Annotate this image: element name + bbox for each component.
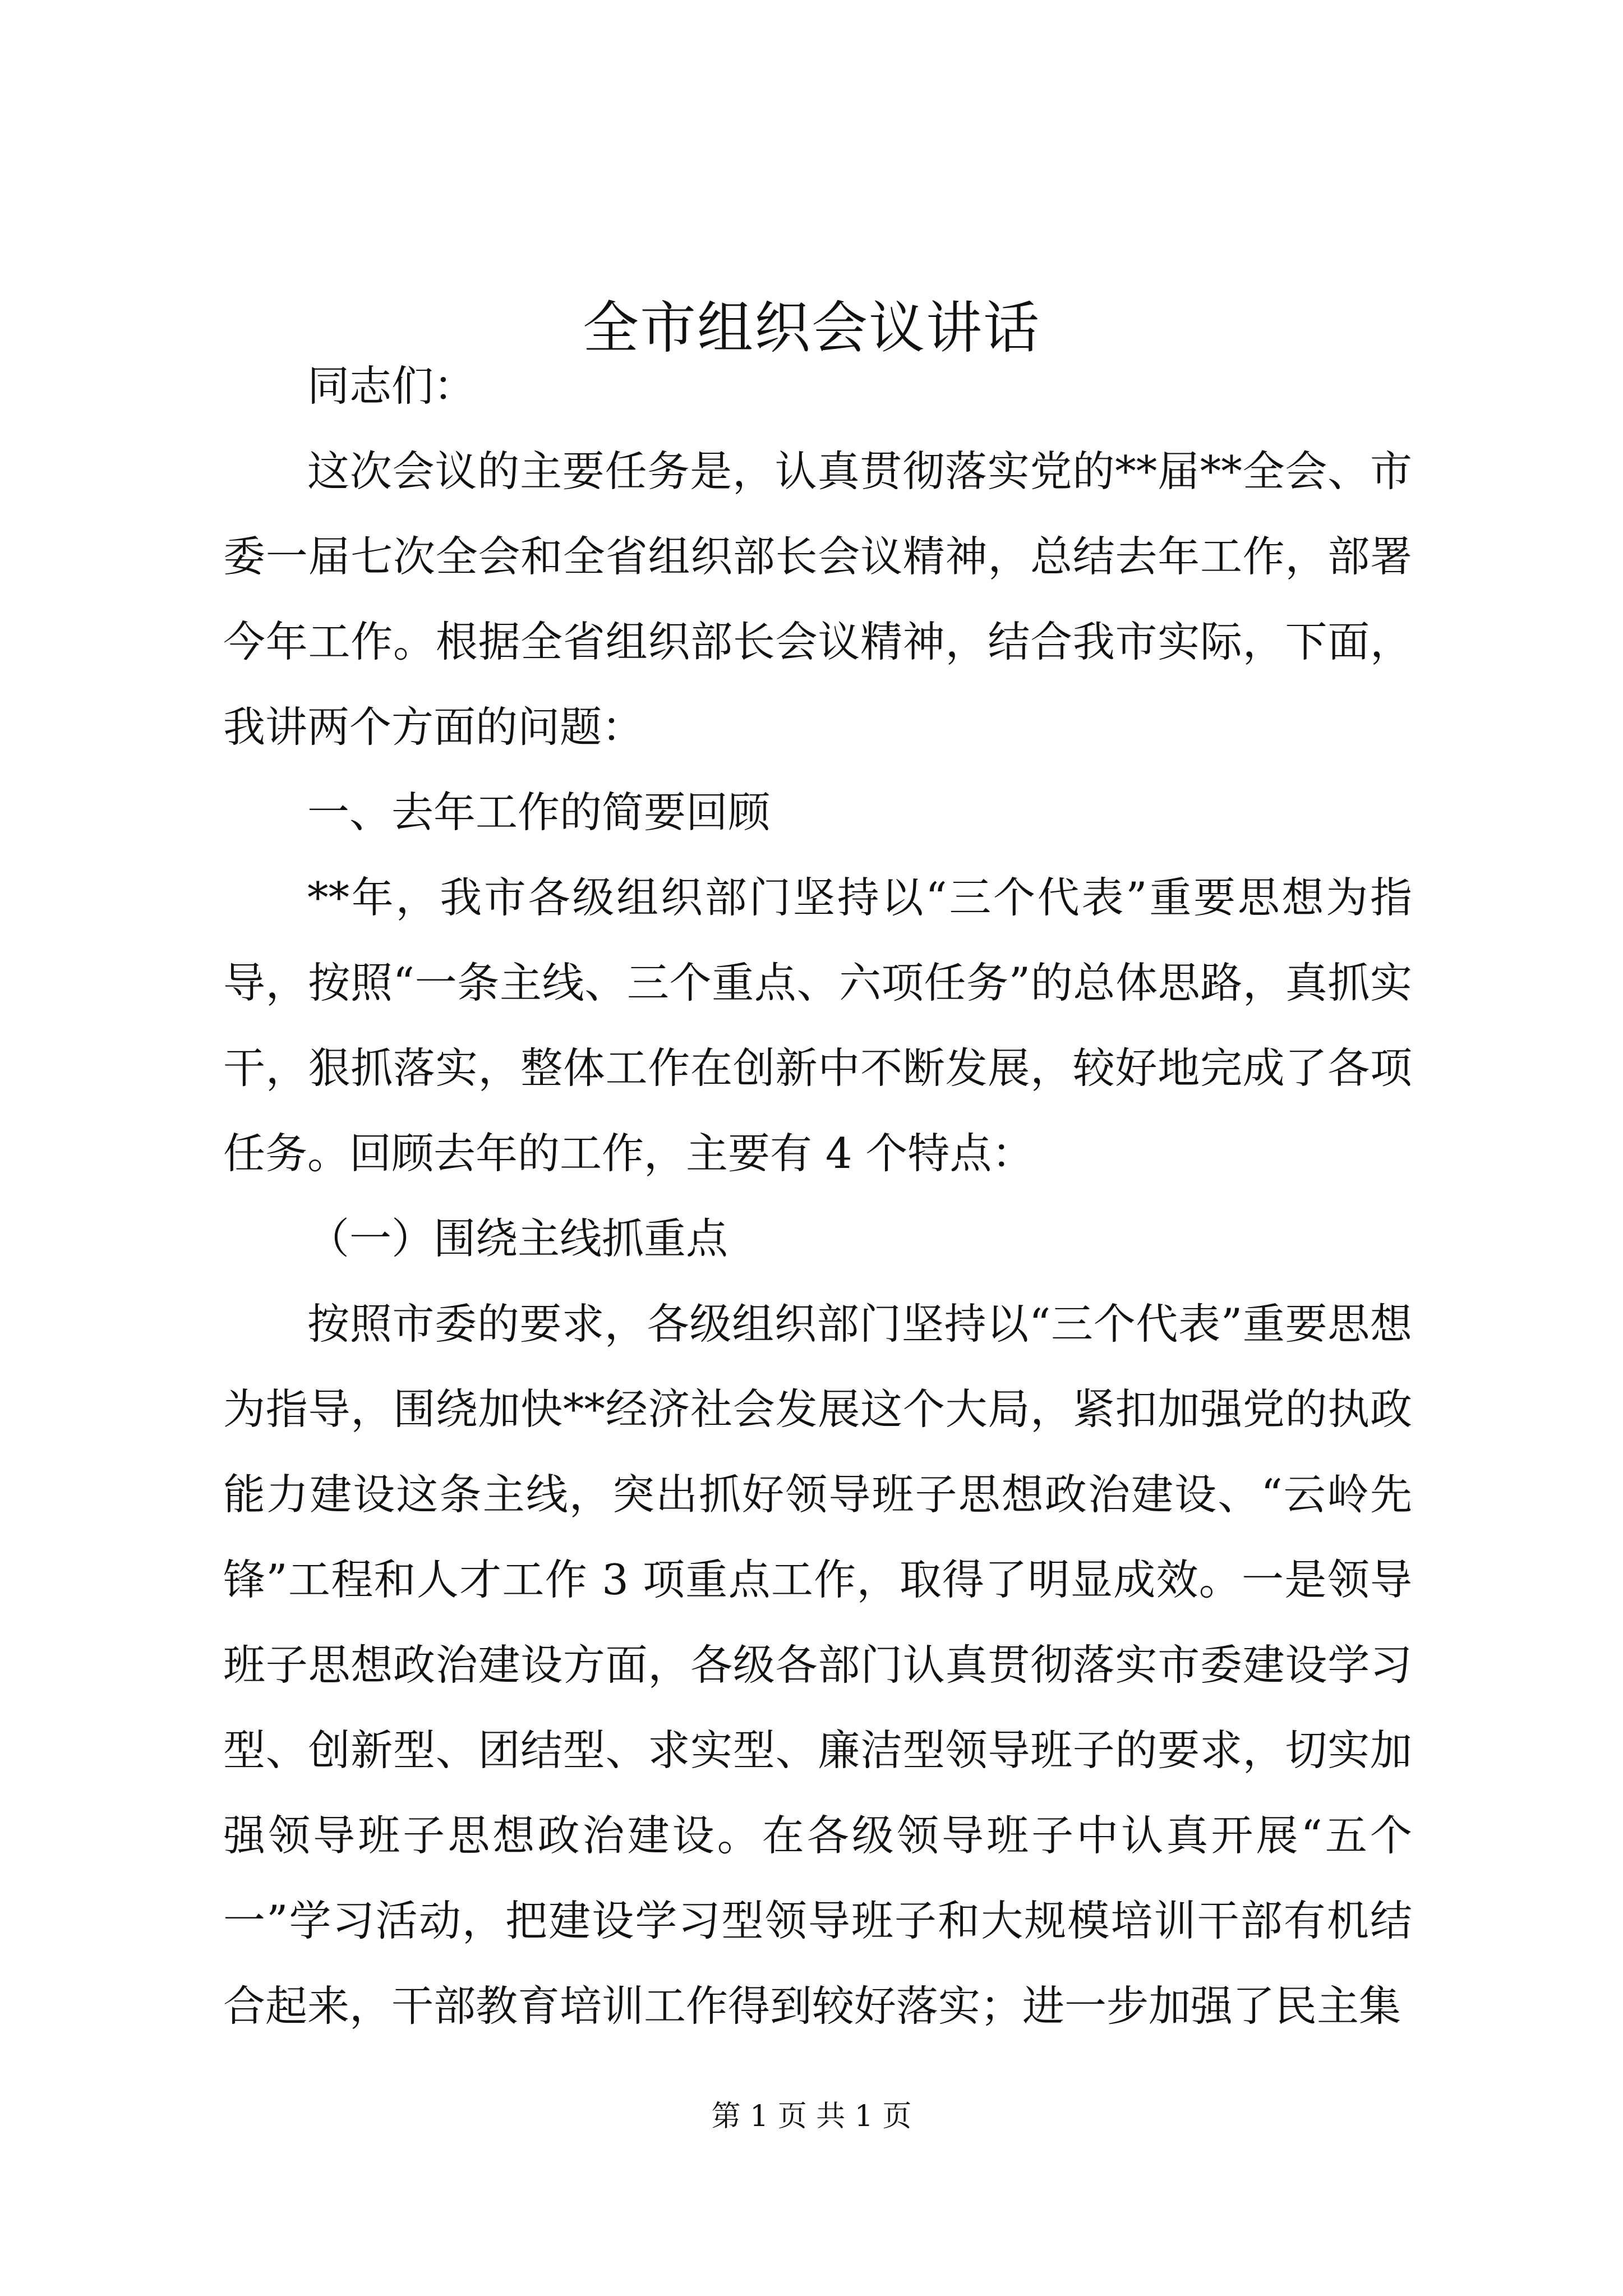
page-footer: 第 1 页 共 1 页	[711, 2100, 912, 2133]
subsection-heading: （一）围绕主线抓重点	[307, 1214, 728, 1263]
document-body	[223, 343, 1412, 2049]
intro-paragraph: 这次会议的主要任务是，认真贯彻落实党的**届**全会、市委一届七次全会和全省组织部长会议精神，总结去年工作，部署今年工作。根据全省组织部长会议精神，结合我市实际，下面，我讲两个方面的问题：	[223, 447, 1412, 752]
summary-paragraph: **年，我市各级组织部门坚持以“三个代表”重要思想为指导，按照“一条主线、三个重点、六项任务”的总体思路，真抓实干，狠抓落实，整体工作在创新中不断发展，较好地完成了各项任务。回顾去年的工作，主要有 4 个特点：	[223, 873, 1412, 1178]
document-title: 全市组织会议讲话	[583, 295, 1040, 361]
salutation-paragraph: 同志们：	[307, 361, 476, 411]
detail-paragraph: 按照市委的要求，各级组织部门坚持以“三个代表”重要思想为指导，围绕加快**经济社会发展这个大局，紧扣加强党的执政能力建设这条主线，突出抓好领导班子思想政治建设、“云岭先锋”工程和人才工作 3 项重点工作，取得了明显成效。一是领导班子思想政治建设方面，各级各部门认真贯彻落实市委建设学习型、创新型、团结型、求实型、廉洁型领导班子的要求，切实加强领导班子思想政治建设。在各级领导班子中认真开展“五个一”学习活动，把建设学习型领导班子和大规模培训干部有机结合起来，干部教育培训工作得到较好落实；进一步加强了民主集	[223, 1299, 1412, 2031]
section-heading: 一、去年工作的简要回顾	[307, 788, 771, 837]
